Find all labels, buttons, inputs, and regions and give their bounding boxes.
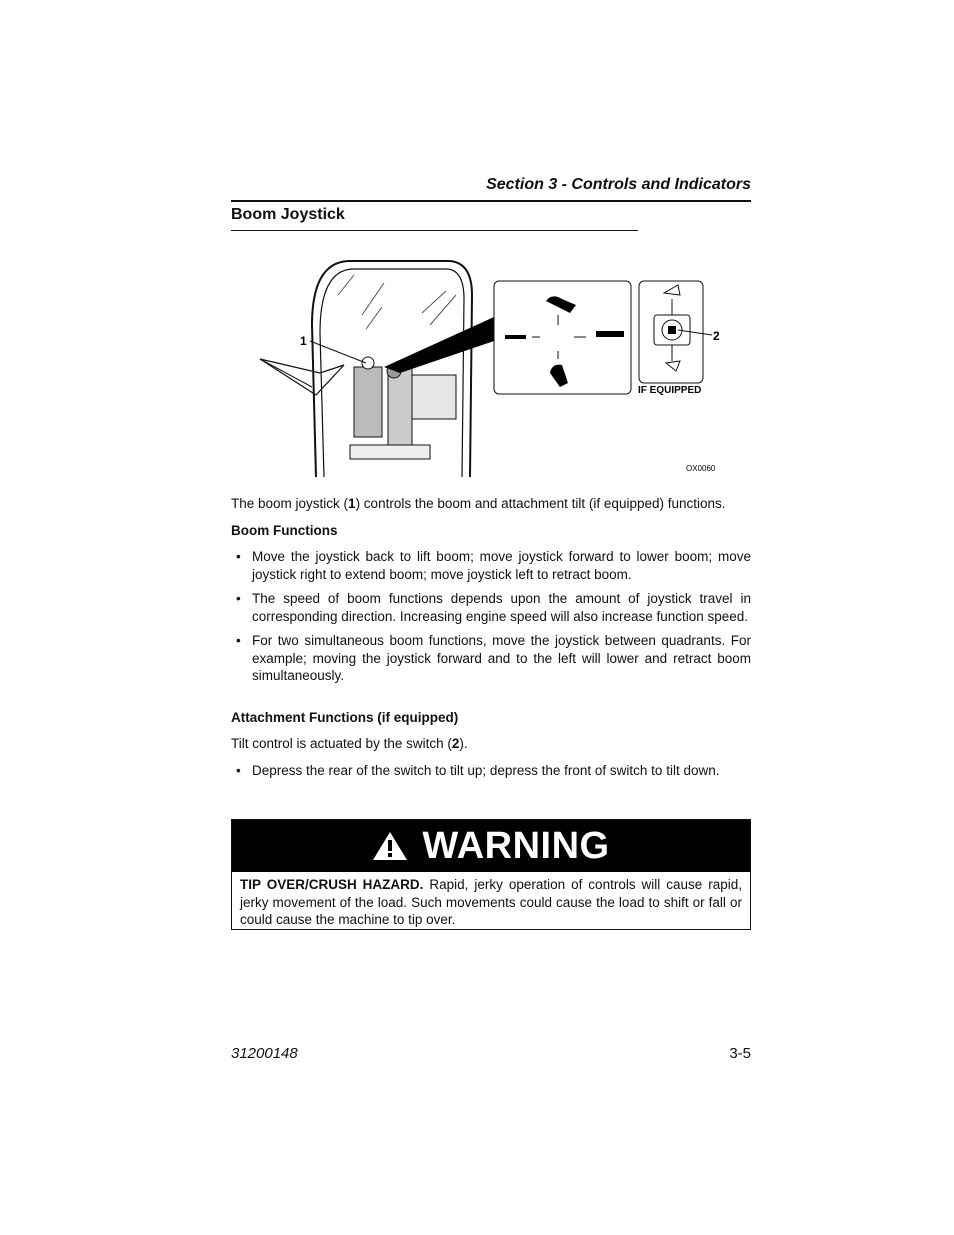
list-item: • Depress the rear of the switch to tilt up; depress the front of switch to tilt down.	[236, 763, 720, 778]
list-item: • The speed of boom functions depends upon the amount of joystick travel in corresponding direction. Increasing engine speed will also increase function speed.	[236, 591, 751, 624]
figure-id: OX0060	[686, 464, 716, 473]
intro-text-post: ) controls the boom and attachment tilt (if equipped) functions.	[355, 496, 726, 511]
attachment-functions-heading: Attachment Functions (if equipped)	[231, 710, 459, 725]
list-item: • For two simultaneous boom functions, move the joystick between quadrants. For example; moving the joystick forward and to the left will lower and retract boom simultaneously.	[236, 633, 751, 683]
intro-paragraph	[231, 495, 751, 513]
section-header: Section 3 - Controls and Indicators	[486, 176, 751, 193]
tilt-text-post: ).	[459, 736, 468, 751]
attachment-functions-list	[231, 762, 751, 787]
warning-triangle-icon	[372, 831, 408, 861]
doc-number: 31200148	[231, 1045, 298, 1062]
warning-box	[231, 819, 751, 930]
cab-illustration	[250, 255, 730, 483]
intro-callout-number: 1	[348, 496, 356, 511]
tilt-text-pre: Tilt control is actuated by the switch (	[231, 736, 452, 751]
joystick-figure	[250, 255, 730, 483]
warning-banner	[232, 820, 750, 872]
topic-title: Boom Joystick	[231, 206, 345, 223]
tilt-callout-number: 2	[451, 736, 460, 751]
warning-message: Rapid, jerky operation of controls will cause rapid, jerky movement of the load. Such movements could cause the load to shift or fall or could cause the machine to tip over.	[240, 877, 742, 927]
list-item: • Move the joystick back to lift boom; move joystick forward to lower boom; move joystick right to extend boom; move joystick left to retract boom.	[236, 549, 751, 582]
boom-functions-list	[231, 548, 751, 692]
warning-lead: TIP OVER/CRUSH HAZARD.	[240, 877, 424, 892]
callout-1-label: 1	[300, 334, 307, 348]
if-equipped-label: IF EQUIPPED	[638, 385, 702, 396]
callout-2-label: 2	[713, 329, 720, 343]
intro-text-pre: The boom joystick (	[231, 496, 349, 511]
boom-functions-heading: Boom Functions	[231, 523, 338, 538]
page-number: 3-5	[729, 1045, 751, 1062]
header-rule	[231, 200, 751, 202]
warning-text	[232, 872, 750, 929]
tilt-paragraph	[231, 735, 751, 753]
title-rule	[231, 230, 638, 231]
warning-word: WARNING	[422, 824, 610, 867]
